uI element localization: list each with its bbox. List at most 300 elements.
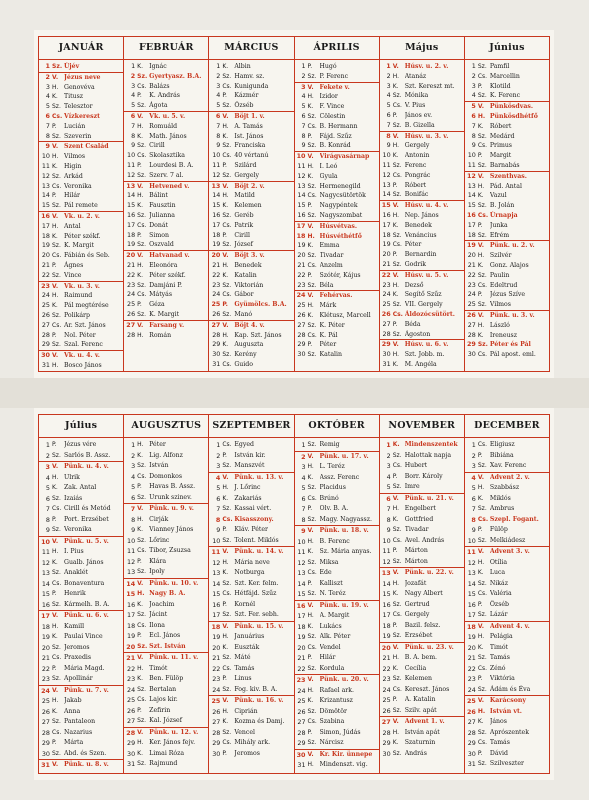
day-number: 27 bbox=[381, 718, 391, 726]
day-row bbox=[465, 201, 549, 211]
day-row bbox=[465, 525, 549, 536]
name-day: J. Lőrinc bbox=[234, 484, 261, 491]
weekday-abbr: Sz. bbox=[222, 241, 232, 249]
day-row bbox=[380, 728, 464, 739]
day-number: 22 bbox=[467, 270, 476, 279]
day-row bbox=[39, 483, 123, 494]
day-row bbox=[465, 151, 549, 161]
day-number: 29 bbox=[127, 739, 136, 747]
weekday-abbr: P. bbox=[52, 192, 57, 200]
weekday-abbr: Sz. bbox=[222, 685, 232, 693]
day-number: 10 bbox=[212, 536, 221, 545]
weekday-abbr: Sz. bbox=[477, 579, 487, 587]
weekday-abbr: Cs. bbox=[392, 171, 402, 179]
day-row bbox=[39, 222, 123, 232]
weekday-abbr: Cs. bbox=[307, 192, 317, 200]
name-day: Jácint bbox=[149, 611, 168, 618]
day-row bbox=[124, 281, 208, 291]
name-day: Albin bbox=[234, 63, 251, 70]
weekday-abbr: K. bbox=[52, 707, 58, 715]
weekday-abbr: P. bbox=[137, 231, 142, 239]
day-number: 17 bbox=[382, 611, 391, 619]
name-day: Simon bbox=[149, 231, 169, 239]
day-number: 12 bbox=[466, 171, 476, 180]
day-row bbox=[39, 600, 123, 611]
name-day: Ciprián bbox=[234, 707, 258, 715]
weekday-abbr: H. bbox=[392, 72, 400, 80]
day-row bbox=[124, 578, 208, 590]
day-number: 1 bbox=[386, 441, 391, 449]
weekday-abbr: P. bbox=[307, 505, 313, 512]
name-day: Gergely bbox=[234, 171, 260, 179]
day-number: 26 bbox=[297, 707, 306, 716]
weekday-abbr: K. bbox=[52, 232, 58, 240]
weekday-abbr: Cs. bbox=[52, 252, 62, 260]
day-row bbox=[124, 716, 208, 727]
name-day: Róbert bbox=[404, 181, 427, 189]
weekday-abbr: Sz. bbox=[137, 310, 147, 318]
name-day: Notburga bbox=[234, 569, 265, 576]
day-row bbox=[295, 600, 379, 612]
day-number: 7 bbox=[45, 505, 50, 513]
weekday-abbr: P. bbox=[222, 231, 227, 239]
weekday-abbr: H. bbox=[52, 292, 59, 300]
day-number: 29 bbox=[382, 739, 391, 747]
weekday-abbr: V. bbox=[52, 352, 59, 360]
weekday-abbr: Cs. bbox=[477, 72, 488, 80]
day-number: 15 bbox=[467, 201, 476, 210]
day-row bbox=[380, 72, 464, 82]
day-row bbox=[380, 320, 464, 330]
day-number: 29 bbox=[381, 340, 391, 349]
name-day: Nagyszombat bbox=[319, 211, 363, 219]
day-number: 11 bbox=[297, 548, 306, 556]
name-day: Hugó bbox=[319, 63, 337, 70]
day-row bbox=[380, 62, 464, 72]
name-day: Tamás bbox=[234, 664, 255, 672]
weekday-abbr: V. bbox=[477, 622, 485, 630]
day-number: 26 bbox=[466, 310, 476, 319]
day-number: 9 bbox=[45, 142, 50, 151]
day-row bbox=[124, 240, 208, 250]
day-number: 23 bbox=[127, 675, 136, 683]
month-column bbox=[209, 37, 294, 371]
day-row bbox=[295, 525, 379, 537]
day-row bbox=[465, 132, 549, 142]
name-day: Kázmér bbox=[234, 92, 259, 100]
name-day: Fekete v. bbox=[319, 83, 350, 91]
day-number: 12 bbox=[297, 171, 306, 180]
weekday-abbr: P. bbox=[392, 547, 398, 554]
day-row bbox=[465, 101, 549, 112]
name-day: Remig bbox=[319, 441, 340, 448]
weekday-abbr: Cs. bbox=[222, 221, 232, 229]
day-row bbox=[465, 261, 549, 271]
weekday-abbr: Sz. bbox=[222, 142, 232, 150]
name-day: Húsvétvas. bbox=[319, 222, 357, 230]
day-number: 29 bbox=[297, 739, 306, 747]
weekday-abbr: H. bbox=[392, 142, 400, 150]
day-number: 29 bbox=[212, 739, 221, 747]
day-row bbox=[124, 271, 208, 281]
day-row bbox=[295, 462, 379, 473]
weekday-abbr: H. bbox=[222, 484, 229, 491]
day-row bbox=[295, 92, 379, 102]
day-row bbox=[39, 232, 123, 242]
weekday-abbr: Cs. bbox=[477, 142, 488, 150]
weekday-abbr: Sz. bbox=[477, 341, 488, 349]
name-day: Gyula bbox=[319, 172, 338, 180]
day-number: 4 bbox=[386, 472, 391, 481]
month-title: JANUÁR bbox=[39, 37, 123, 60]
name-day: Medárd bbox=[489, 132, 515, 140]
day-row bbox=[209, 643, 293, 654]
name-day: Béda bbox=[404, 320, 421, 328]
name-day: Vk. u. 3. v. bbox=[64, 282, 100, 290]
day-row bbox=[380, 310, 464, 320]
day-number: 26 bbox=[41, 707, 50, 716]
day-row bbox=[209, 451, 293, 462]
day-number: 11 bbox=[467, 160, 476, 169]
day-number: 30 bbox=[382, 350, 391, 359]
day-number: 10 bbox=[297, 537, 306, 546]
day-row bbox=[380, 339, 464, 350]
name-day: Ar. Szt. János bbox=[64, 321, 106, 329]
weekday-abbr: V. bbox=[137, 321, 144, 329]
name-day: Vk. u. 5. v. bbox=[149, 112, 186, 120]
day-row bbox=[209, 281, 293, 291]
name-day: Pünk. u. 7. v. bbox=[64, 686, 109, 694]
name-day: Pünk. u. 8. v. bbox=[64, 761, 109, 768]
day-row bbox=[39, 558, 123, 569]
month-title: SZEPTEMBER bbox=[209, 415, 293, 438]
day-row bbox=[295, 622, 379, 633]
day-number: 6 bbox=[130, 111, 136, 120]
weekday-abbr: V. bbox=[137, 252, 144, 260]
day-number: 31 bbox=[382, 359, 391, 368]
weekday-abbr: Cs. bbox=[307, 331, 317, 339]
weekday-abbr: Cs. bbox=[392, 241, 402, 249]
day-row bbox=[209, 91, 293, 101]
day-number: 17 bbox=[467, 220, 476, 229]
weekday-abbr: Cs. bbox=[222, 590, 232, 597]
weekday-abbr: Sz. bbox=[222, 654, 232, 661]
day-number: 16 bbox=[212, 210, 221, 219]
name-day: Pünk. u. 16. v. bbox=[234, 697, 284, 704]
name-day: Miksa bbox=[319, 558, 339, 566]
name-day: Hamv. sz. bbox=[234, 72, 265, 80]
day-row bbox=[124, 493, 208, 504]
weekday-abbr: V. bbox=[222, 697, 229, 704]
day-row bbox=[465, 191, 549, 201]
weekday-abbr: V. bbox=[137, 112, 144, 120]
day-number: 24 bbox=[382, 685, 391, 694]
day-row bbox=[39, 504, 123, 515]
day-number: 24 bbox=[41, 291, 50, 300]
day-row bbox=[124, 91, 208, 101]
day-row bbox=[124, 201, 208, 211]
day-row bbox=[295, 211, 379, 221]
name-day: Linus bbox=[234, 675, 252, 682]
weekday-abbr: Sz. bbox=[52, 526, 61, 533]
weekday-abbr: P. bbox=[52, 441, 57, 448]
name-day: Romuáld bbox=[149, 122, 178, 130]
day-row bbox=[124, 141, 208, 151]
day-row bbox=[124, 482, 208, 493]
name-day: Jeromos bbox=[234, 749, 260, 757]
day-number: 24 bbox=[127, 685, 136, 694]
day-number: 9 bbox=[471, 141, 476, 150]
day-row bbox=[380, 567, 464, 579]
name-day: Skolasztika bbox=[149, 152, 185, 160]
day-number: 6 bbox=[301, 111, 306, 120]
month-title: AUGUSZTUS bbox=[124, 415, 208, 438]
day-number: 5 bbox=[45, 102, 50, 111]
name-day: Ecl. János bbox=[149, 632, 181, 639]
day-number: 10 bbox=[127, 536, 136, 545]
day-row bbox=[380, 482, 464, 493]
day-row bbox=[39, 759, 123, 771]
day-row bbox=[124, 261, 208, 271]
day-row bbox=[380, 600, 464, 611]
name-day: Magy. Nagyassz. bbox=[319, 515, 372, 523]
day-row bbox=[465, 141, 549, 151]
day-row bbox=[39, 696, 123, 707]
weekday-abbr: Sz. bbox=[137, 72, 148, 80]
day-row bbox=[465, 685, 549, 696]
day-number: 25 bbox=[41, 697, 50, 705]
day-number: 11 bbox=[127, 547, 136, 555]
weekday-abbr: V. bbox=[52, 73, 59, 81]
weekday-abbr: H. bbox=[307, 232, 315, 240]
weekday-abbr: P. bbox=[137, 483, 142, 490]
day-number: 16 bbox=[127, 210, 136, 219]
day-number: 2 bbox=[386, 71, 391, 80]
day-number: 6 bbox=[215, 111, 221, 120]
day-number: 15 bbox=[381, 201, 391, 210]
weekday-abbr: Sz. bbox=[222, 728, 232, 736]
day-number: 22 bbox=[467, 664, 476, 673]
day-row bbox=[295, 201, 379, 211]
name-day: Melkiádesz bbox=[489, 536, 526, 544]
weekday-abbr: K. bbox=[392, 590, 399, 597]
day-row bbox=[124, 546, 208, 557]
weekday-abbr: Cs. bbox=[222, 739, 232, 746]
weekday-abbr: V. bbox=[137, 505, 144, 512]
day-row bbox=[39, 547, 123, 558]
weekday-abbr: K. bbox=[477, 122, 484, 130]
name-day: Titusz bbox=[64, 93, 84, 101]
day-row bbox=[39, 674, 123, 685]
day-number: 31 bbox=[212, 359, 221, 368]
name-day: Bonifác bbox=[404, 191, 429, 199]
weekday-abbr: Sz. bbox=[222, 72, 232, 80]
weekday-abbr: Sz. bbox=[392, 121, 402, 129]
name-day: Mária Magd. bbox=[64, 664, 105, 672]
day-row bbox=[209, 440, 293, 451]
name-day: K. Ferenc bbox=[489, 92, 521, 100]
name-day: Ede bbox=[319, 569, 332, 576]
name-day: Katalin bbox=[234, 271, 257, 279]
name-day: Pongrác bbox=[404, 171, 431, 179]
day-row bbox=[209, 231, 293, 241]
name-day: K. Péter bbox=[319, 321, 345, 329]
name-day: Eleonóra bbox=[149, 261, 178, 269]
day-number: 6 bbox=[45, 111, 50, 120]
day-row bbox=[124, 221, 208, 231]
weekday-abbr: H. bbox=[477, 182, 485, 190]
day-number: 30 bbox=[41, 749, 50, 758]
day-number: 19 bbox=[41, 633, 50, 641]
day-number: 20 bbox=[467, 643, 476, 652]
name-day: Kelemen bbox=[404, 675, 432, 682]
weekday-abbr: P. bbox=[477, 749, 483, 757]
weekday-abbr: Sz. bbox=[222, 611, 232, 618]
name-day: Ambrus bbox=[489, 505, 515, 512]
day-row bbox=[209, 707, 293, 718]
day-number: 8 bbox=[215, 515, 221, 524]
day-number: 7 bbox=[386, 505, 391, 513]
day-number: 9 bbox=[471, 526, 476, 534]
weekday-abbr: P. bbox=[392, 181, 398, 189]
weekday-abbr: K. bbox=[222, 494, 229, 502]
day-row bbox=[39, 102, 123, 112]
day-row bbox=[39, 451, 123, 462]
day-number: 20 bbox=[126, 642, 136, 651]
weekday-abbr: H. bbox=[52, 361, 59, 369]
weekday-abbr: H. bbox=[137, 515, 144, 523]
day-row bbox=[380, 240, 464, 250]
weekday-abbr: Sz. bbox=[222, 579, 232, 587]
day-number: 30 bbox=[467, 749, 476, 758]
name-day: Ipoly bbox=[149, 568, 165, 575]
weekday-abbr: P. bbox=[392, 251, 398, 259]
weekday-abbr: Cs. bbox=[222, 515, 233, 523]
name-day: Márton bbox=[404, 547, 428, 554]
day-number: 24 bbox=[467, 290, 476, 299]
name-day: Vízkereszt bbox=[64, 112, 100, 120]
day-row bbox=[380, 631, 464, 642]
name-day: Advent 1. v. bbox=[404, 718, 445, 725]
weekday-abbr: K. bbox=[222, 569, 229, 576]
day-number: 28 bbox=[127, 330, 136, 339]
weekday-abbr: Sz. bbox=[392, 301, 402, 309]
day-number: 18 bbox=[41, 231, 50, 240]
name-day: Úrnapja bbox=[489, 211, 518, 219]
day-number: 16 bbox=[467, 600, 476, 609]
day-number: 21 bbox=[297, 260, 306, 269]
day-number: 9 bbox=[216, 141, 221, 150]
month-title: MÁRCIUS bbox=[209, 37, 293, 60]
weekday-abbr: P. bbox=[477, 526, 483, 533]
name-day: Áldozócsütört. bbox=[404, 310, 455, 318]
day-number: 24 bbox=[382, 290, 391, 299]
name-day: István kir. bbox=[234, 451, 266, 459]
day-number: 26 bbox=[212, 707, 221, 716]
day-row bbox=[124, 211, 208, 221]
day-row bbox=[124, 589, 208, 600]
name-day: Anna bbox=[64, 707, 81, 715]
weekday-abbr: K. bbox=[52, 162, 58, 170]
name-day: Marcellin bbox=[489, 72, 520, 80]
day-number: 4 bbox=[216, 91, 221, 100]
day-row bbox=[380, 161, 464, 171]
name-day: Vk. u. 2. v. bbox=[64, 212, 100, 220]
month-column bbox=[124, 415, 209, 773]
day-number: 30 bbox=[296, 750, 306, 759]
name-day: Matild bbox=[234, 192, 255, 200]
day-number: 15 bbox=[212, 590, 221, 598]
name-day: Lucián bbox=[64, 122, 86, 130]
day-number: 18 bbox=[466, 622, 476, 631]
weekday-abbr: Cs. bbox=[222, 360, 232, 368]
day-row bbox=[295, 182, 379, 192]
name-day: Kordula bbox=[319, 664, 345, 672]
name-day: Vilmos bbox=[64, 153, 86, 161]
name-day: Tamás bbox=[489, 654, 510, 661]
name-day: Eligiusz bbox=[489, 441, 515, 448]
day-row bbox=[39, 536, 123, 548]
name-day: Mónika bbox=[404, 92, 429, 100]
weekday-abbr: Cs. bbox=[307, 643, 317, 651]
name-day: Izidor bbox=[319, 93, 338, 101]
weekday-abbr: V. bbox=[477, 311, 485, 319]
name-day: Gyertyasz. B.A. bbox=[149, 72, 202, 80]
day-row bbox=[209, 674, 293, 685]
name-day: Hetvened v. bbox=[149, 182, 190, 190]
weekday-abbr: H. bbox=[52, 697, 59, 704]
day-number: 10 bbox=[41, 537, 50, 546]
day-row bbox=[209, 240, 293, 250]
day-number: 17 bbox=[297, 612, 306, 620]
day-number: 15 bbox=[41, 201, 50, 210]
name-day: Advent 2. v. bbox=[489, 473, 530, 481]
weekday-abbr: H. bbox=[137, 261, 144, 269]
weekday-abbr: Sz. bbox=[477, 536, 487, 544]
day-row bbox=[465, 211, 549, 221]
weekday-abbr: H. bbox=[222, 122, 229, 130]
day-number: 3 bbox=[216, 81, 221, 90]
day-number: 30 bbox=[382, 749, 391, 758]
weekday-abbr: Sz. bbox=[52, 103, 61, 111]
day-row bbox=[380, 546, 464, 557]
weekday-abbr: P. bbox=[52, 739, 57, 746]
day-row bbox=[124, 536, 208, 547]
day-number: 31 bbox=[127, 760, 136, 768]
name-day: Benedek bbox=[404, 221, 432, 229]
day-number: 17 bbox=[212, 220, 221, 229]
day-number: 4 bbox=[301, 92, 306, 101]
weekday-abbr: Sz. bbox=[392, 706, 402, 714]
name-day: Engelbert bbox=[404, 505, 436, 512]
name-day: Húsv. u. 6. v. bbox=[404, 341, 449, 349]
weekday-abbr: Cs. bbox=[52, 505, 62, 512]
day-number: 28 bbox=[212, 330, 221, 339]
name-day: M. Angéla bbox=[404, 360, 437, 368]
weekday-abbr: H. bbox=[477, 707, 486, 715]
day-number: 17 bbox=[41, 221, 50, 230]
weekday-abbr: Sz. bbox=[52, 675, 61, 682]
day-row bbox=[209, 171, 293, 181]
weekday-abbr: K. bbox=[137, 600, 144, 608]
day-row bbox=[465, 494, 549, 505]
name-day: Imre bbox=[404, 483, 420, 490]
day-row bbox=[124, 231, 208, 241]
weekday-abbr: Sz. bbox=[477, 728, 487, 736]
name-day: Advent 4. v. bbox=[489, 622, 530, 630]
day-number: 4 bbox=[131, 91, 136, 100]
name-day: Henrik bbox=[64, 590, 86, 597]
